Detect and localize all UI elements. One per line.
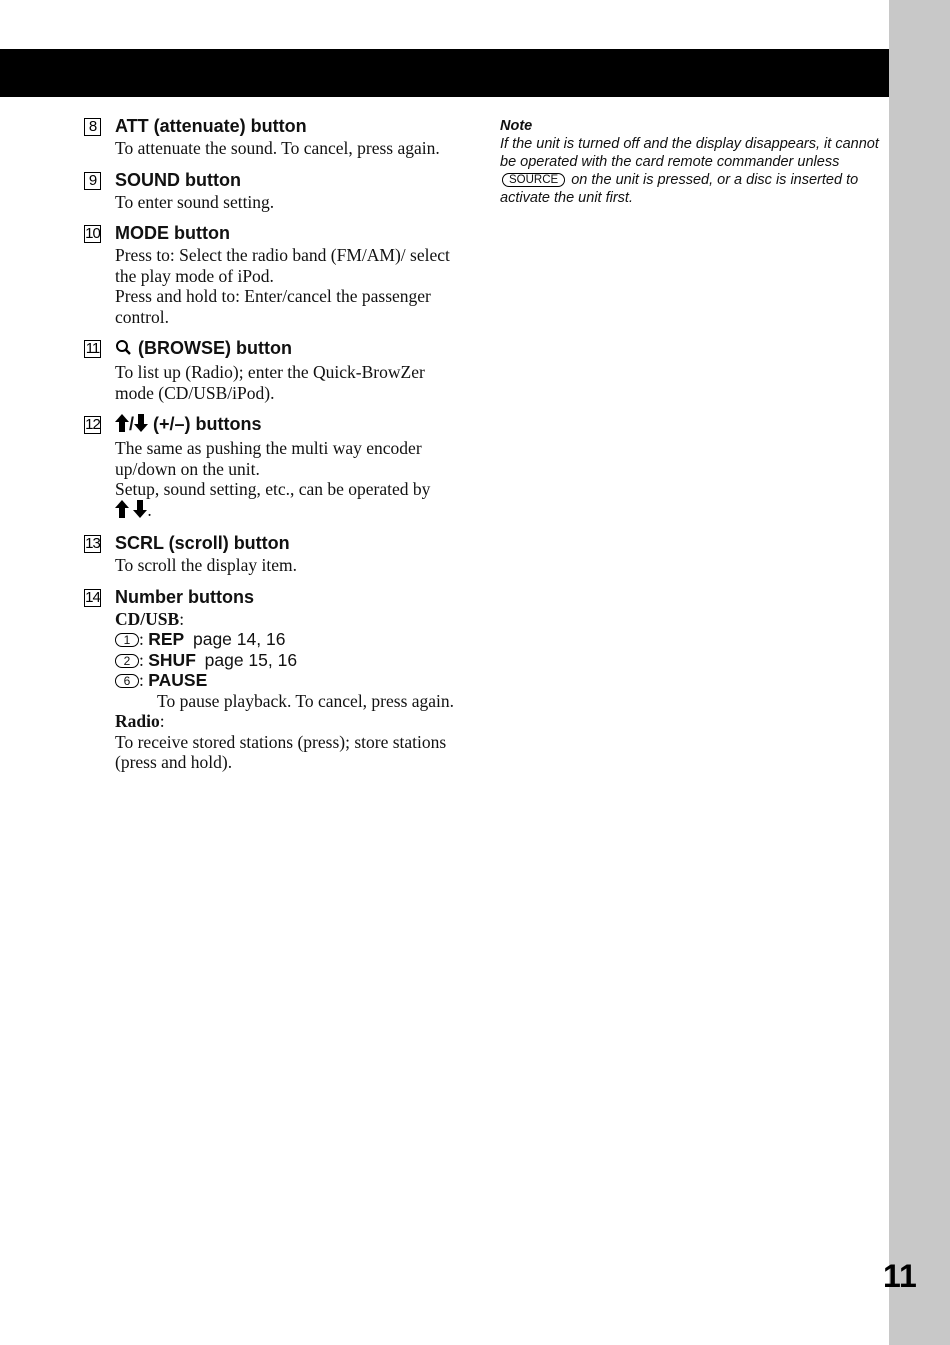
item-description: Setup, sound setting, etc., can be operated by <box>115 479 431 499</box>
button-6-icon: 6 <box>115 674 139 688</box>
item-description: To attenuate the sound. To cancel, press again. <box>115 138 440 158</box>
page-number: 11 <box>883 1258 917 1294</box>
item-description: To list up (Radio); enter the Quick-BrowZer mode (CD/USB/iPod). <box>115 362 425 403</box>
radio-description: To receive stored stations (press); store stations (press and hold). <box>115 731 447 772</box>
list-item <box>84 114 464 159</box>
number-button-row <box>115 650 464 671</box>
item-number: 13 <box>85 535 100 552</box>
number-button-row <box>115 629 464 650</box>
colon: : <box>159 711 165 731</box>
item-number: 11 <box>85 340 100 357</box>
button-function-name: PAUSE <box>148 670 208 690</box>
arrow-down-icon <box>133 500 147 523</box>
item-number: 14 <box>85 588 100 606</box>
item-title: (+/–) buttons <box>148 414 262 434</box>
item-number: 10 <box>85 225 100 242</box>
page-reference: page 14, 16 <box>192 629 286 649</box>
list-item <box>84 221 464 327</box>
item-number: 12 <box>85 416 100 433</box>
note-text <box>500 135 880 207</box>
item-number: 8 <box>84 118 101 136</box>
button-function-name: REP <box>148 629 185 649</box>
item-title-row <box>115 336 464 362</box>
item-description: To scroll the display item. <box>115 555 298 575</box>
item-title: ATT (attenuate) button <box>115 116 307 136</box>
colon: : <box>139 649 144 670</box>
item-description: Press and hold to: Enter/cancel the passenger control. <box>115 286 431 327</box>
item-description-end: . <box>147 499 152 520</box>
page-reference: page 15, 16 <box>204 649 298 670</box>
button-1-icon: 1 <box>115 633 139 647</box>
list-item <box>84 168 464 213</box>
radio-row <box>115 711 464 732</box>
button-list <box>84 114 464 782</box>
list-item <box>84 336 464 403</box>
list-item <box>84 585 464 773</box>
arrow-down-icon <box>134 414 148 438</box>
note-text-after: on the unit is pressed, or a disc is inserted to activate the unit first. <box>500 172 859 206</box>
list-item <box>84 412 464 522</box>
item-title-row <box>115 412 464 438</box>
pause-description: To pause playback. To cancel, press again. <box>157 690 455 711</box>
radio-label: Radio <box>115 711 160 731</box>
arrow-up-icon <box>115 500 129 523</box>
item-description: The same as pushing the multi way encoder up/down on the unit. <box>115 438 422 479</box>
arrow-up-icon <box>115 414 129 438</box>
note-heading: Note <box>500 118 533 134</box>
item-description: Press to: Select the radio band (FM/AM)/ select the play mode of iPod. <box>115 245 450 286</box>
colon: : <box>139 670 144 690</box>
list-item <box>84 531 464 576</box>
item-number: 9 <box>84 172 101 190</box>
item-title: SCRL (scroll) button <box>115 533 290 553</box>
cdusb-row <box>115 609 464 630</box>
button-function-name: SHUF <box>148 649 196 670</box>
button-2-icon: 2 <box>115 654 139 668</box>
cdusb-label: CD/USB <box>115 608 180 629</box>
note-text-before: If the unit is turned off and the display disappears, it cannot be operated with the card remote commander unless <box>500 136 879 170</box>
number-button-row <box>115 670 464 691</box>
source-key-icon: SOURCE <box>502 173 565 187</box>
magnifier-icon <box>115 338 132 362</box>
colon: : <box>139 629 144 649</box>
item-description: To enter sound setting. <box>115 191 275 212</box>
item-description-icons <box>115 500 464 523</box>
note-box <box>500 117 880 207</box>
item-title: SOUND button <box>115 169 241 190</box>
item-title: MODE button <box>115 223 230 243</box>
item-title: Number buttons <box>115 586 254 607</box>
side-tab <box>889 0 950 1345</box>
colon: : <box>179 608 185 629</box>
title-separator: / <box>129 414 135 434</box>
header-bar <box>0 49 889 97</box>
item-title: (BROWSE) button <box>138 338 292 358</box>
